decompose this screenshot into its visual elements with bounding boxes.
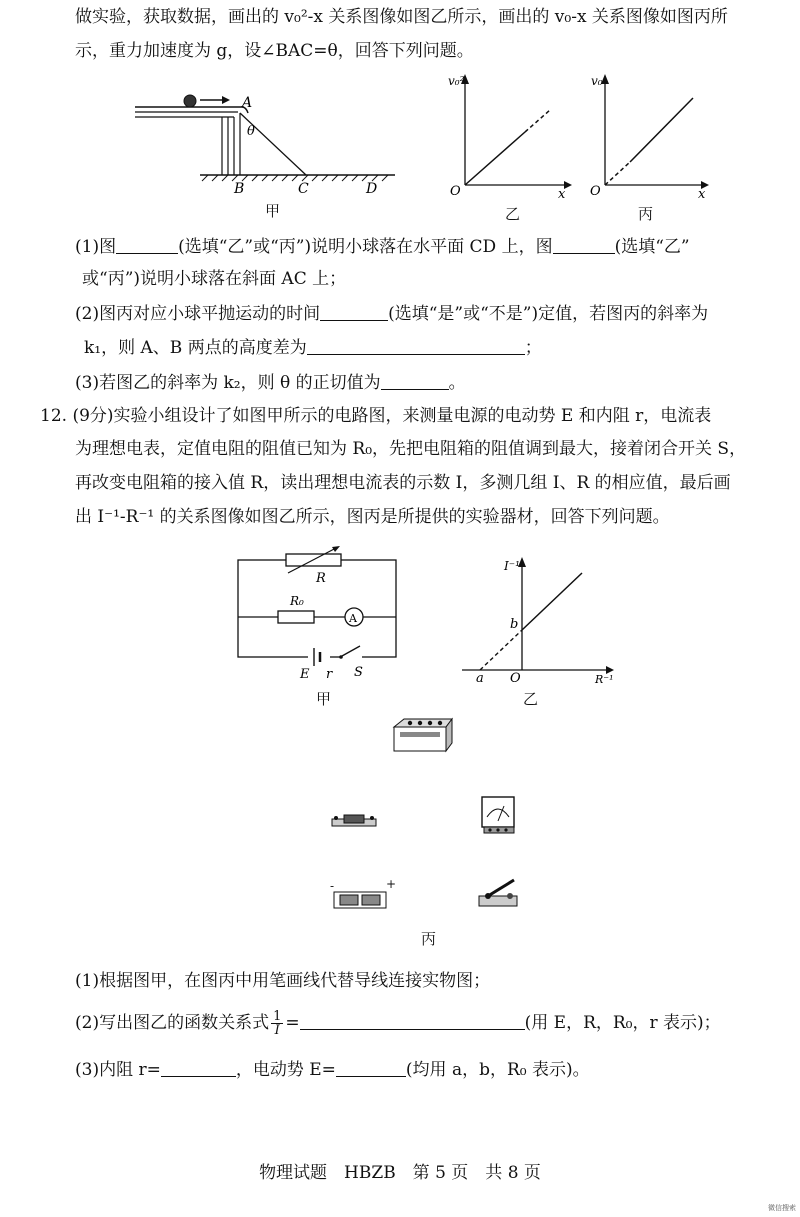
answer-blank[interactable] <box>336 1058 406 1077</box>
caption-bing-12: 丙 <box>421 930 437 948</box>
axis-label-x: x <box>698 187 706 200</box>
axis-label-v0sq: v₀² <box>448 74 465 88</box>
label-B: B <box>234 181 245 197</box>
figure-jia-circuit <box>228 545 403 685</box>
q12-line-1: 12. (9分)实验小组设计了如图甲所示的电路图，来测量电源的电动势 E 和内阻 r，电流表 <box>40 406 712 426</box>
caption-yi: 乙 <box>505 205 521 223</box>
label-A: A <box>242 95 253 111</box>
q12-part3: (3)内阻 r= ，电动势 E= (均用 a，b，R₀ 表示)。 <box>75 1060 590 1080</box>
answer-blank[interactable] <box>381 371 449 390</box>
watermark-logo: 微信搜索 <box>768 1204 796 1212</box>
intro-line-1: 做实验，获取数据，画出的 v₀²-x 关系图像如图乙所示，画出的 v₀-x 关系图像如图丙所 <box>75 7 728 27</box>
q11-part1-cont: 或“丙”)说明小球落在斜面 AC 上； <box>82 269 347 289</box>
origin-label: O <box>590 184 601 199</box>
label-E: E <box>300 667 310 682</box>
figure-bing-v0-x <box>585 70 715 200</box>
label-S: S <box>354 665 363 680</box>
resistance-box-image <box>390 715 456 757</box>
label-R0: R₀ <box>290 594 304 608</box>
axis-label-Rinv: R⁻¹ <box>595 673 614 685</box>
q12-part2: (2)写出图乙的函数关系式 $\frac{1}{I}$ = (用 E，R，R₀，r 表示)； <box>75 1009 721 1038</box>
axis-label-v0: v₀ <box>591 74 603 88</box>
answer-blank[interactable] <box>307 336 525 355</box>
battery-image <box>328 876 398 912</box>
q12-part1: (1)根据图甲，在图丙中用笔画线代替导线连接实物图； <box>75 971 491 991</box>
svg-text:+: + <box>386 877 397 891</box>
q11-part1: (1)图 (选填“乙”或“丙”)说明小球落在水平面 CD 上，图 (选填“乙” <box>75 237 690 257</box>
switch-image <box>476 874 522 912</box>
caption-jia-12: 甲 <box>316 690 332 708</box>
answer-blank[interactable] <box>116 235 178 254</box>
caption-yi-12: 乙 <box>523 690 539 708</box>
intro-line-2: 示，重力加速度为 g，设∠BAC=θ，回答下列问题。 <box>75 41 474 61</box>
label-C: C <box>298 181 309 197</box>
origin-label: O <box>450 184 461 199</box>
caption-bing: 丙 <box>638 205 654 223</box>
ball <box>184 95 196 107</box>
figure-jia-ramp <box>130 85 420 200</box>
origin-label: O <box>510 671 521 685</box>
label-D: D <box>366 181 378 197</box>
fixed-resistor <box>278 611 314 623</box>
fraction-1-over-I: $\frac{1}{I}$ <box>273 1009 282 1038</box>
q12-line-4: 出 I⁻¹-R⁻¹ 的关系图像如图乙所示，图丙是所提供的实验器材，回答下列问题。 <box>75 507 670 527</box>
ammeter-image <box>478 793 520 837</box>
arrow-right-icon <box>222 96 230 104</box>
label-r: r <box>326 667 333 682</box>
svg-text:-: - <box>330 879 335 893</box>
answer-blank[interactable] <box>320 302 388 321</box>
answer-blank[interactable] <box>553 235 615 254</box>
label-R: R <box>316 571 326 586</box>
q11-part2: (2)图丙对应小球平抛运动的时间 (选填“是”或“不是”)定值，若图丙的斜率为 <box>75 304 709 324</box>
caption-jia: 甲 <box>265 202 281 220</box>
q12-line-3: 再改变电阻箱的接入值 R，读出理想电流表的示数 I，多测几组 I、R 的相应值，最后画 <box>75 473 731 493</box>
q12-line-2: 为理想电表，定值电阻的阻值已知为 R₀，先把电阻箱的阻值调到最大，接着闭合开关 S， <box>75 439 747 459</box>
answer-blank[interactable] <box>161 1058 236 1077</box>
answer-blank[interactable] <box>300 1011 525 1030</box>
q11-part3: (3)若图乙的斜率为 k₂，则 θ 的正切值为 。 <box>75 373 466 393</box>
label-a: a <box>476 671 484 685</box>
fixed-resistor-image <box>330 810 380 830</box>
page-footer: 物理试题 HBZB 第 5 页 共 8 页 <box>259 1163 541 1183</box>
figure-yi-v0sq-x <box>440 70 575 200</box>
label-b: b <box>510 617 519 632</box>
label-theta: θ <box>247 124 255 139</box>
axis-label-x: x <box>558 187 566 200</box>
figure-yi-inverse-graph <box>462 550 622 685</box>
axis-label-Iinv: I⁻¹ <box>504 559 520 573</box>
q11-part2-cont: k₁，则 A、B 两点的高度差为 ； <box>84 338 542 358</box>
ammeter-label: A <box>349 612 357 625</box>
